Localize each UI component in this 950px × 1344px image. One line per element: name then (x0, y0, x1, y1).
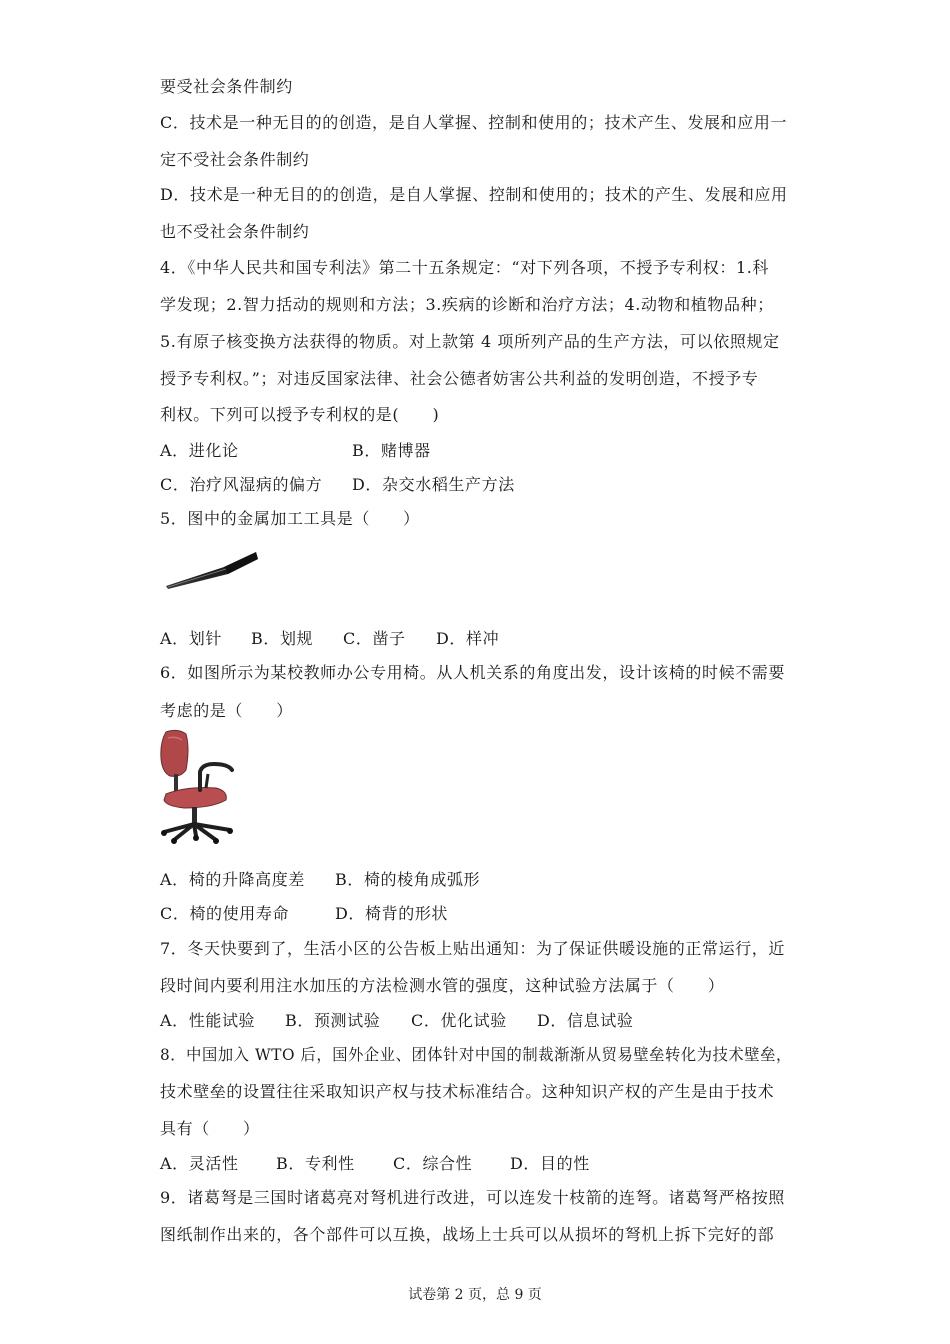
q8-line3: 具有（ ） (160, 1119, 260, 1138)
q4-line3: 5.有原子核变换方法获得的物质。对上款第 4 项所列产品的生产方法，可以依照规定 (160, 332, 780, 351)
q7-option-c: C．优化试验 (411, 1011, 507, 1030)
q5-option-d: D．样冲 (436, 629, 500, 648)
q7-option-b: B．预测试验 (285, 1011, 381, 1030)
scriber-tool-image (164, 548, 260, 592)
q8-option-c: C．综合性 (393, 1154, 473, 1173)
q4-line2: 学发现；2.智力括动的规则和方法；3.疾病的诊断和治疗方法；4.动物和植物品种； (160, 295, 774, 314)
q4-option-d: D．杂交水稻生产方法 (352, 475, 515, 494)
q6-line2: 考虑的是（ ） (160, 701, 293, 720)
q3-line1: 要受社会条件制约 (160, 77, 293, 96)
q6-option-d: D．椅背的形状 (335, 904, 449, 923)
q3-option-d-line2: 也不受社会条件制约 (160, 222, 310, 241)
q4-line1: 4．《中华人民共和国专利法》第二十五条规定：“对下列各项，不授予专利权：1.科 (160, 258, 770, 277)
q8-option-a: A．灵活性 (160, 1154, 239, 1173)
q6-option-c: C．椅的使用寿命 (160, 904, 290, 923)
q6-option-b: B．椅的棱角成弧形 (335, 870, 481, 889)
q8-option-b: B．专利性 (276, 1154, 355, 1173)
q7-option-d: D．信息试验 (537, 1011, 634, 1030)
q9-line1: 9．诸葛弩是三国时诸葛亮对弩机进行改进，可以连发十枝箭的连弩。诸葛弩严格按照 (160, 1188, 785, 1207)
q6-option-a: A．椅的升降高度差 (160, 870, 305, 889)
q4-line4: 授予专利权。”；对违反国家法律、社会公德者妨害公共利益的发明创造，不授予专 (160, 369, 759, 388)
q5-option-c: C．凿子 (343, 629, 406, 648)
q3-option-c-line1: C．技术是一种无目的的创造，是自人掌握、控制和使用的；技术产生、发展和应用一 (160, 113, 788, 132)
q5-option-b: B．划规 (251, 629, 314, 648)
q4-line5: 利权。下列可以授予专利权的是( ) (160, 405, 440, 424)
office-chair-image (156, 728, 238, 844)
q7-line2: 段时间内要利用注水加压的方法检测水管的强度，这种试验方法属于（ ） (160, 976, 725, 995)
q6-line1: 6．如图所示为某校教师办公专用椅。从人机关系的角度出发，设计该椅的时候不需要 (160, 663, 785, 682)
q8-option-d: D．目的性 (510, 1154, 590, 1173)
q4-option-b: B．赌博器 (352, 441, 431, 460)
q3-option-d-line1: D．技术是一种无目的的创造，是自人掌握、控制和使用的；技术的产生、发展和应用 (160, 185, 788, 204)
q7-option-a: A．性能试验 (160, 1011, 256, 1030)
q3-option-c-line2: 定不受社会条件制约 (160, 150, 310, 169)
q5-option-a: A．划针 (160, 629, 222, 648)
q7-line1: 7．冬天快要到了，生活小区的公告板上贴出通知：为了保证供暖设施的正常运行，近 (160, 939, 785, 958)
q8-line1: 8．中国加入 WTO 后，国外企业、团体针对中国的制裁渐渐从贸易壁垒转化为技术壁垒， (160, 1045, 792, 1064)
page-footer: 试卷第 2 页，总 9 页 (408, 1287, 542, 1303)
q5-line1: 5．图中的金属加工工具是（ ） (160, 509, 420, 528)
q8-line2: 技术壁垒的设置往往采取知识产权与技术标准结合。这种知识产权的产生是由于技术 (160, 1082, 775, 1101)
q4-option-c: C．治疗风湿病的偏方 (160, 475, 323, 494)
q4-option-a: A．进化论 (160, 441, 239, 460)
q9-line2: 图纸制作出来的，各个部件可以互换，战场上士兵可以从损坏的弩机上拆下完好的部 (160, 1225, 775, 1244)
